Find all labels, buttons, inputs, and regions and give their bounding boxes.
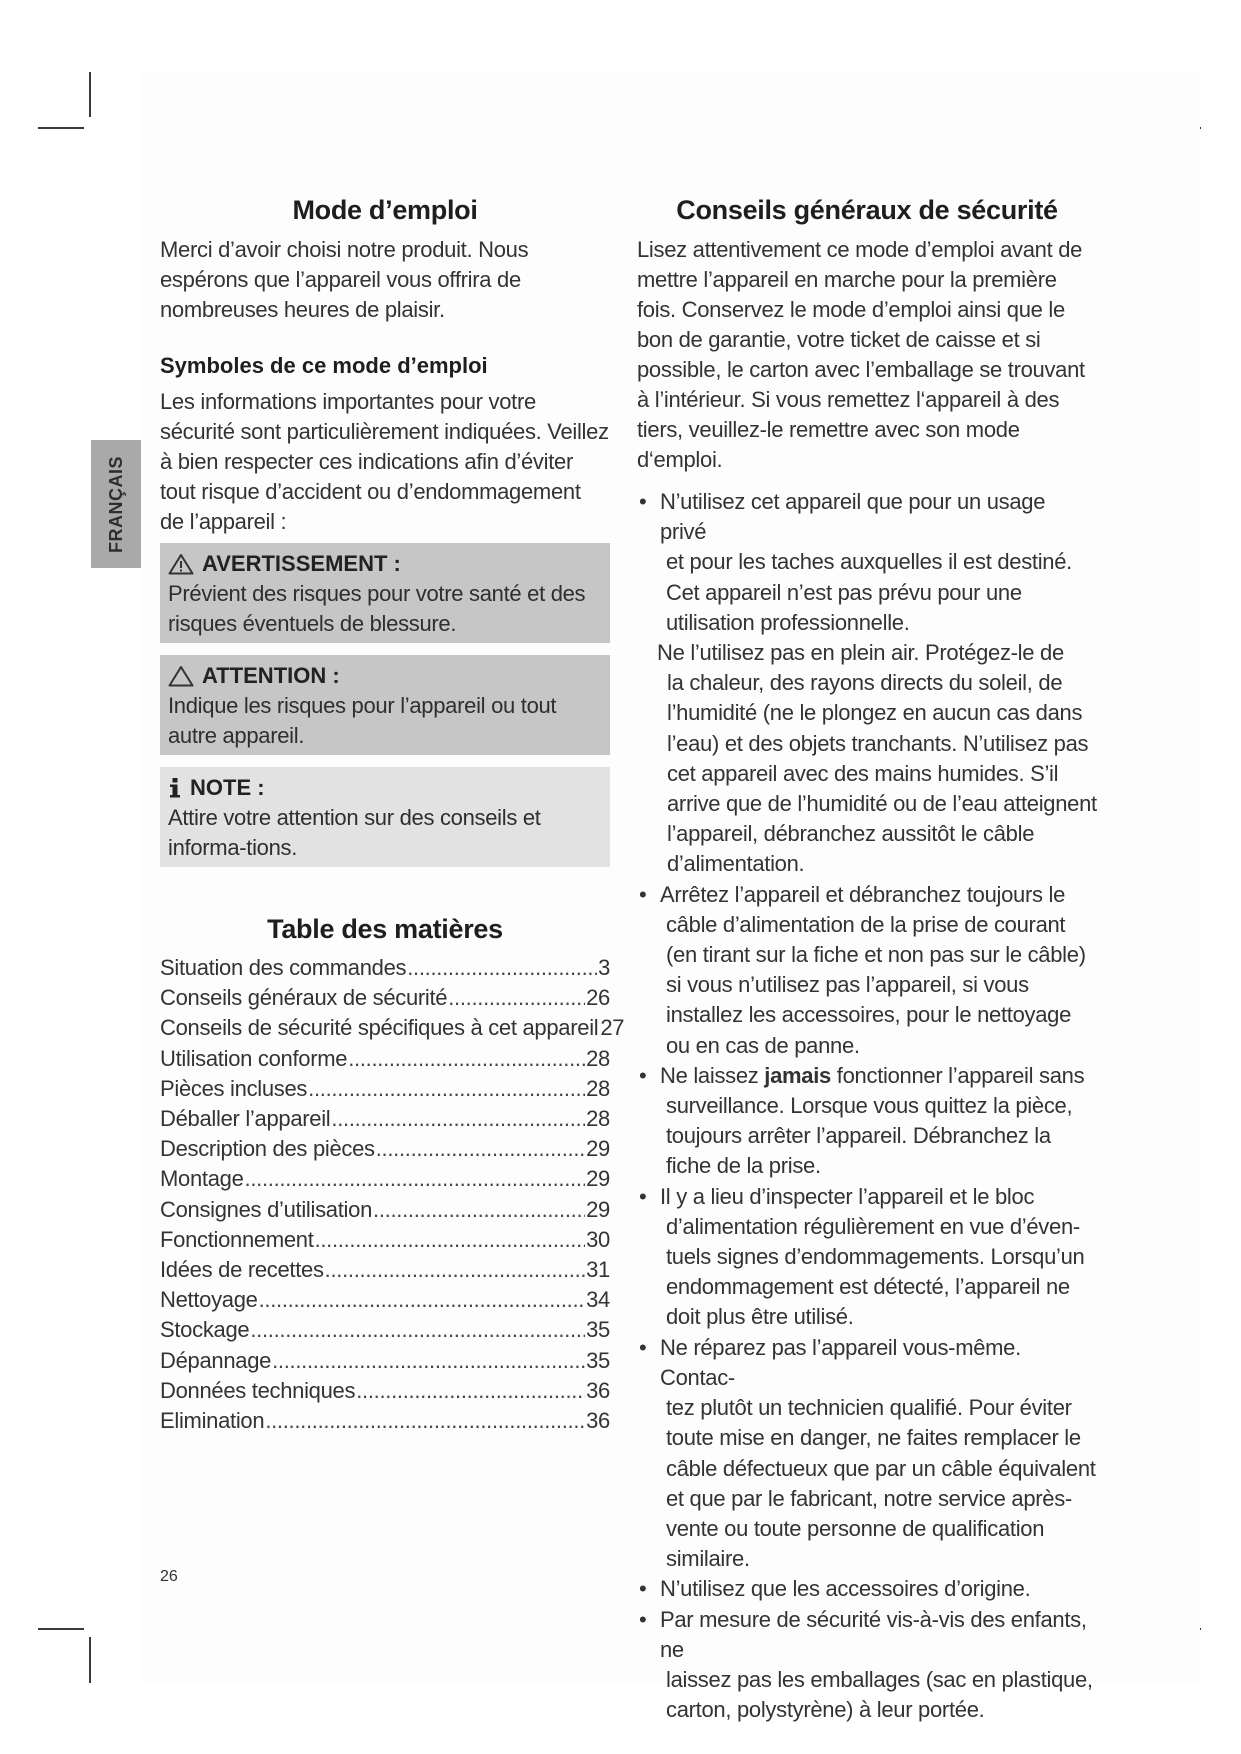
- toc-entry-label: Dépannage: [160, 1347, 272, 1373]
- safety-list: [637, 487, 1097, 1725]
- toc-leader-dots: [245, 1164, 586, 1194]
- info-icon: [168, 777, 182, 799]
- toc-entry-page: 28: [586, 1045, 610, 1071]
- toc-entry-page: 29: [586, 1166, 610, 1192]
- toc-leader-dots: [376, 1134, 585, 1164]
- bullet: •: [639, 1062, 647, 1088]
- toc-leader-dots: [250, 1315, 585, 1345]
- bullet: •: [639, 1576, 647, 1602]
- list-item-text: tez plutôt un technicien qualifié. Pour éviter toute mise en danger, ne faites remplacer le câble défectueux que par un câble équivalent et que par le fabricant, notre service après-vente ou toute personne de qualification similaire.: [666, 1395, 1096, 1572]
- toc-entry: [160, 1285, 610, 1315]
- warning-triangle-icon: [168, 553, 194, 575]
- toc-leader-dots: [348, 1044, 585, 1074]
- list-item: [637, 1574, 1097, 1604]
- toc-entry: [160, 1195, 610, 1225]
- list-item-first-line: Par mesure de sécurité vis-à-vis des enfants, ne: [660, 1606, 1087, 1662]
- list-item-first-line: Il y a lieu d’inspecter l’appareil et le bloc: [660, 1183, 1035, 1209]
- bullet: •: [639, 1334, 647, 1360]
- list-item-first-line: Arrêtez l’appareil et débranchez toujours le: [660, 881, 1066, 907]
- toc-entry: [160, 1013, 625, 1043]
- toc-entry: [160, 1074, 610, 1104]
- list-item-text: câble d’alimentation de la prise de courant (en tirant sur la fiche et non pas sur le câble) si vous n’utilisez pas l’appareil, si vous installez les accessoires, pour le nettoyage ou en cas de panne.: [666, 911, 1086, 1058]
- crop-mark: [38, 127, 84, 129]
- list-item: [637, 638, 1097, 880]
- toc-leader-dots: [325, 1255, 585, 1285]
- bullet: •: [639, 1606, 647, 1632]
- symbols-paragraph: Les informations importantes pour votre sécurité sont particulièrement indiquées. Veillez à bien respecter ces indications afin d’éviter tout risque d’accident ou d’endommagement de l’appareil :: [160, 389, 609, 534]
- toc-entry-page: 28: [586, 1106, 610, 1132]
- toc-entry: [160, 1134, 610, 1164]
- toc-leader-dots: [308, 1074, 585, 1104]
- toc-entry: [160, 1225, 610, 1255]
- language-tab-label: FRANÇAIS: [105, 455, 126, 553]
- note-box: [160, 767, 610, 867]
- toc-entry-label: Utilisation conforme: [160, 1045, 348, 1071]
- toc-entry-label: Pièces incluses: [160, 1075, 308, 1101]
- toc-leader-dots: [356, 1376, 585, 1406]
- toc-entry-page: 36: [586, 1377, 610, 1403]
- toc-entry-page: 3: [598, 955, 610, 980]
- bullet: •: [639, 1183, 647, 1209]
- attention-box: [160, 655, 610, 755]
- bullet: •: [639, 881, 647, 907]
- list-item: [637, 487, 1097, 638]
- intro-paragraph: Merci d’avoir choisi notre produit. Nous espérons que l’appareil vous offrira de nombreuses heures de plaisir.: [160, 237, 529, 322]
- toc-title: Table des matières: [267, 914, 503, 944]
- list-item-text: laissez pas les emballages (sac en plastique, carton, polystyrène) à leur portée.: [666, 1666, 1093, 1723]
- table-of-contents: [160, 953, 625, 1436]
- toc-entry-label: Elimination: [160, 1408, 265, 1434]
- emphasis-text: jamais: [764, 1062, 831, 1088]
- toc-leader-dots: [272, 1346, 585, 1376]
- symbols-heading: Symboles de ce mode d’emploi: [160, 353, 488, 378]
- toc-leader-dots: [259, 1285, 586, 1315]
- toc-entry: [160, 1044, 610, 1074]
- note-text: Attire votre attention sur des conseils et informa-tions.: [168, 805, 541, 860]
- list-item: [637, 880, 1097, 1061]
- text-fragment: fonctionner l’appareil sans: [831, 1062, 1085, 1088]
- toc-entry-label: Fonctionnement: [160, 1226, 314, 1252]
- list-item-text: la chaleur, des rayons directs du soleil, de l’humidité (ne le plongez en aucun cas dans l’eau) et des objets tranchants. N’utilisez pas cet appareil avec des mains humides. S’il arrive que de l’humidité ou de l’eau atteignent l’appareil, débranchez aussitôt le câble d’alimentation.: [667, 670, 1097, 877]
- attention-title: ATTENTION :: [202, 663, 340, 688]
- toc-entry: [160, 1255, 610, 1285]
- toc-entry-page: 35: [586, 1347, 610, 1373]
- text-fragment: Ne laissez: [660, 1062, 765, 1088]
- toc-entry: [160, 1346, 610, 1376]
- left-column: [160, 190, 625, 1436]
- toc-entry-page: 34: [586, 1287, 610, 1313]
- toc-entry-page: 28: [586, 1075, 610, 1101]
- safety-title: Conseils généraux de sécurité: [676, 195, 1058, 225]
- toc-entry-page: 27: [600, 1015, 625, 1041]
- toc-entry-label: Consignes d’utilisation: [160, 1196, 373, 1222]
- toc-entry: [160, 953, 610, 983]
- toc-entry: [160, 983, 610, 1013]
- list-item-text: surveillance. Lorsque vous quittez la pièce, toujours arrêter l’appareil. Débranchez la fiche de la prise.: [666, 1093, 1073, 1179]
- toc-entry-label: Nettoyage: [160, 1287, 258, 1313]
- toc-entry: [160, 1164, 610, 1194]
- toc-entry-page: 29: [586, 1136, 610, 1162]
- list-item: [637, 1182, 1097, 1333]
- toc-leader-dots: [448, 983, 585, 1013]
- toc-entry: [160, 1104, 610, 1134]
- right-column: [637, 190, 1097, 1725]
- list-item-first-line: [660, 1063, 1084, 1088]
- page-title: Mode d’emploi: [292, 195, 478, 225]
- toc-entry-page: 31: [586, 1257, 610, 1283]
- safety-intro: Lisez attentivement ce mode d’emploi avant de mettre l’appareil en marche pour la première fois. Conservez le mode d’emploi ainsi que le bon de garantie, votre ticket de caisse et si possible, le carton avec l’emballage se trouvant à l’intérieur. Si vous remettez l‘appareil à des tiers, veuillez-le remettre avec son mode d‘emploi.: [637, 237, 1085, 472]
- toc-entry-label: Description des pièces: [160, 1136, 375, 1162]
- crop-mark: [38, 1628, 84, 1630]
- list-item: [637, 1061, 1097, 1182]
- list-item-first-line: Ne l’utilisez pas en plein air. Protégez-le de: [657, 640, 1064, 666]
- toc-entry-label: Situation des commandes: [160, 955, 407, 980]
- crop-mark: [89, 1637, 91, 1683]
- toc-leader-dots: [373, 1195, 585, 1225]
- toc-entry-label: Déballer l’appareil: [160, 1106, 331, 1132]
- attention-text: Indique les risques pour l’appareil ou tout autre appareil.: [168, 693, 557, 748]
- toc-entry-label: Conseils de sécurité spécifiques à cet appareil: [160, 1015, 599, 1041]
- toc-entry-label: Montage: [160, 1166, 244, 1192]
- list-item-first-line: N’utilisez cet appareil que pour un usage privé: [660, 489, 1046, 545]
- toc-leader-dots: [265, 1406, 585, 1436]
- list-item-text: et pour les taches auxquelles il est destiné. Cet appareil n’est pas prévu pour une utilisation professionnelle.: [666, 549, 1072, 635]
- toc-leader-dots: [331, 1104, 585, 1134]
- toc-entry-label: Idées de recettes: [160, 1257, 324, 1283]
- page-number: 26: [160, 1568, 178, 1585]
- list-item: [637, 1605, 1097, 1726]
- toc-entry-page: 35: [586, 1317, 610, 1343]
- caution-triangle-icon: [168, 665, 194, 687]
- crop-mark: [89, 72, 91, 117]
- toc-leader-dots: [407, 953, 597, 983]
- warning-box: [160, 543, 610, 643]
- toc-entry-label: Conseils généraux de sécurité: [160, 985, 448, 1011]
- toc-entry: [160, 1376, 610, 1406]
- warning-text: Prévient des risques pour votre santé et des risques éventuels de blessure.: [168, 581, 586, 636]
- language-tab: [91, 440, 141, 568]
- list-item-first-line: N’utilisez que les accessoires d’origine.: [660, 1576, 1031, 1602]
- toc-leader-dots: [315, 1225, 586, 1255]
- list-item-first-line: Ne réparez pas l’appareil vous-même. Contac-: [660, 1334, 1021, 1390]
- toc-entry-label: Stockage: [160, 1317, 250, 1343]
- list-item-text: d’alimentation régulièrement en vue d’éven-tuels signes d’endommagements. Lorsqu’un endommagement est détecté, l’appareil ne doit plus être utilisé.: [666, 1213, 1085, 1330]
- toc-entry-page: 29: [586, 1196, 610, 1222]
- note-title: NOTE :: [190, 775, 265, 800]
- toc-entry: [160, 1406, 610, 1436]
- toc-entry: [160, 1315, 610, 1345]
- toc-entry-page: 26: [586, 985, 610, 1011]
- toc-entry-page: 36: [586, 1408, 610, 1434]
- warning-title: AVERTISSEMENT :: [202, 551, 401, 576]
- bullet: •: [639, 489, 647, 514]
- toc-entry-page: 30: [586, 1226, 610, 1252]
- list-item: [637, 1333, 1097, 1575]
- toc-entry-label: Données techniques: [160, 1377, 356, 1403]
